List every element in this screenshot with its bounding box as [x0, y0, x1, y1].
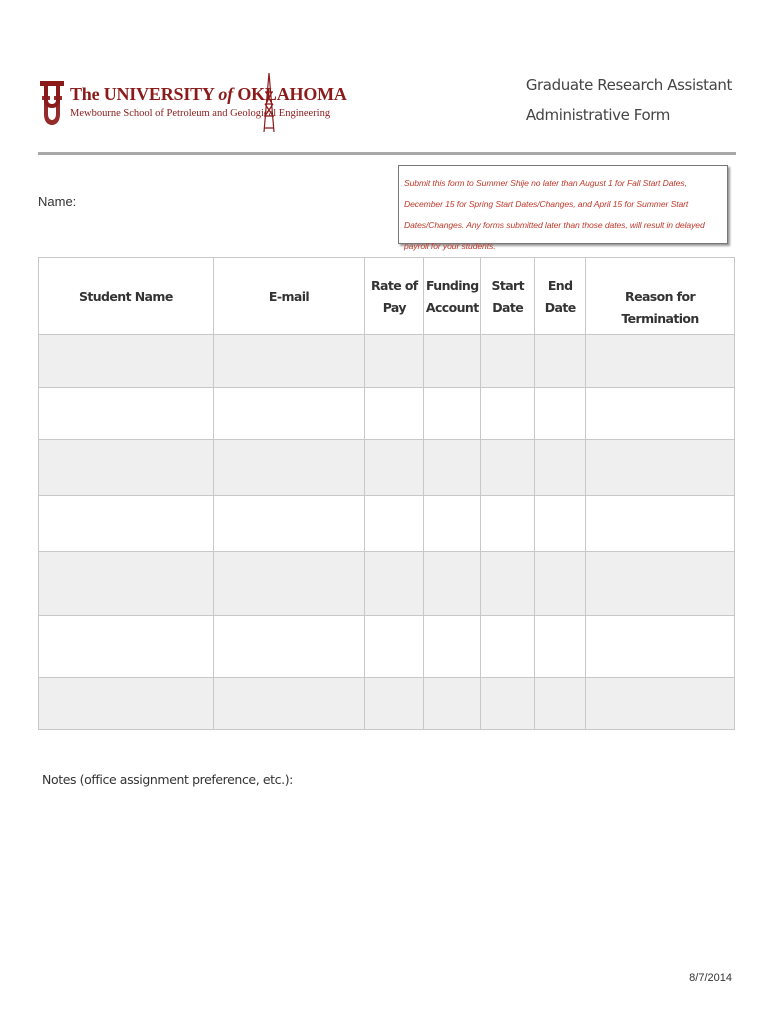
table-header-row — [39, 258, 735, 335]
form-date: 8/7/2014 — [689, 972, 732, 984]
logo-title: The UNIVERSITY of OKLAHOMA — [70, 84, 347, 104]
funding-account-cell[interactable] — [424, 552, 481, 616]
student-name-cell[interactable] — [39, 335, 214, 388]
funding-account-cell[interactable] — [424, 616, 481, 678]
end-date-cell[interactable] — [535, 335, 586, 388]
student-name-cell[interactable] — [39, 388, 214, 440]
column-header-start-date: Start Date — [481, 258, 535, 335]
funding-account-cell[interactable] — [424, 388, 481, 440]
column-header-funding-account: Funding Account — [424, 258, 481, 335]
email-cell[interactable] — [213, 440, 365, 496]
student-name-cell[interactable] — [39, 440, 214, 496]
email-cell[interactable] — [213, 616, 365, 678]
student-name-cell[interactable] — [39, 552, 214, 616]
oil-derrick-icon — [262, 72, 276, 134]
student-name-cell[interactable] — [39, 678, 214, 730]
email-cell[interactable] — [213, 552, 365, 616]
table-row — [39, 552, 735, 616]
end-date-cell[interactable] — [535, 678, 586, 730]
reason-cell[interactable] — [586, 616, 735, 678]
column-header-student-name: Student Name — [39, 258, 214, 335]
rate-of-pay-cell[interactable] — [365, 388, 424, 440]
header-divider — [38, 152, 736, 155]
ou-monogram-icon — [38, 78, 66, 128]
submission-notice — [398, 165, 728, 251]
funding-account-cell[interactable] — [424, 335, 481, 388]
end-date-cell[interactable] — [535, 496, 586, 552]
start-date-cell[interactable] — [481, 616, 535, 678]
end-date-cell[interactable] — [535, 616, 586, 678]
form-title — [526, 70, 732, 130]
reason-cell[interactable] — [586, 440, 735, 496]
notice-text: Submit this form to Summer Shije no later than August 1 for Fall Start Dates, December 15 for Spring Start Dates/Changes, and April 15 for Summer Start Dates/Changes. Any forms submitted later than those dates, will result in delayed payroll for your students. — [404, 178, 705, 251]
form-title-line1: Graduate Research Assistant — [525, 76, 732, 94]
form-title-line2: Administrative Form — [525, 106, 670, 124]
rate-of-pay-cell[interactable] — [365, 335, 424, 388]
end-date-cell[interactable] — [535, 440, 586, 496]
funding-account-cell[interactable] — [424, 440, 481, 496]
table-row — [39, 440, 735, 496]
name-label: Name: — [38, 194, 77, 209]
start-date-cell[interactable] — [481, 388, 535, 440]
table-row — [39, 496, 735, 552]
rate-of-pay-cell[interactable] — [365, 496, 424, 552]
email-cell[interactable] — [213, 388, 365, 440]
column-header-rate-of-pay: Rate of Pay — [365, 258, 424, 335]
table-row — [39, 335, 735, 388]
notes-label: Notes (office assignment preference, etc.): — [42, 772, 293, 787]
start-date-cell[interactable] — [481, 552, 535, 616]
column-header-reason-for-termination: Reason for Termination — [586, 258, 735, 335]
email-cell[interactable] — [213, 335, 365, 388]
reason-cell[interactable] — [586, 388, 735, 440]
rate-of-pay-cell[interactable] — [365, 616, 424, 678]
reason-cell[interactable] — [586, 496, 735, 552]
start-date-cell[interactable] — [481, 335, 535, 388]
column-header-end-date: End Date — [535, 258, 586, 335]
reason-cell[interactable] — [586, 335, 735, 388]
rate-of-pay-cell[interactable] — [365, 440, 424, 496]
logo-subtitle: Mewbourne School of Petroleum and Geological Engineering — [70, 108, 331, 119]
table-row — [39, 388, 735, 440]
start-date-cell[interactable] — [481, 678, 535, 730]
start-date-cell[interactable] — [481, 496, 535, 552]
student-name-cell[interactable] — [39, 616, 214, 678]
email-cell[interactable] — [213, 678, 365, 730]
end-date-cell[interactable] — [535, 552, 586, 616]
students-table — [38, 257, 735, 730]
email-cell[interactable] — [213, 496, 365, 552]
rate-of-pay-cell[interactable] — [365, 552, 424, 616]
end-date-cell[interactable] — [535, 388, 586, 440]
reason-cell[interactable] — [586, 678, 735, 730]
rate-of-pay-cell[interactable] — [365, 678, 424, 730]
reason-cell[interactable] — [586, 552, 735, 616]
table-row — [39, 616, 735, 678]
university-logo — [38, 72, 347, 134]
funding-account-cell[interactable] — [424, 496, 481, 552]
column-header-email: E-mail — [213, 258, 365, 335]
start-date-cell[interactable] — [481, 440, 535, 496]
table-row — [39, 678, 735, 730]
funding-account-cell[interactable] — [424, 678, 481, 730]
student-name-cell[interactable] — [39, 496, 214, 552]
